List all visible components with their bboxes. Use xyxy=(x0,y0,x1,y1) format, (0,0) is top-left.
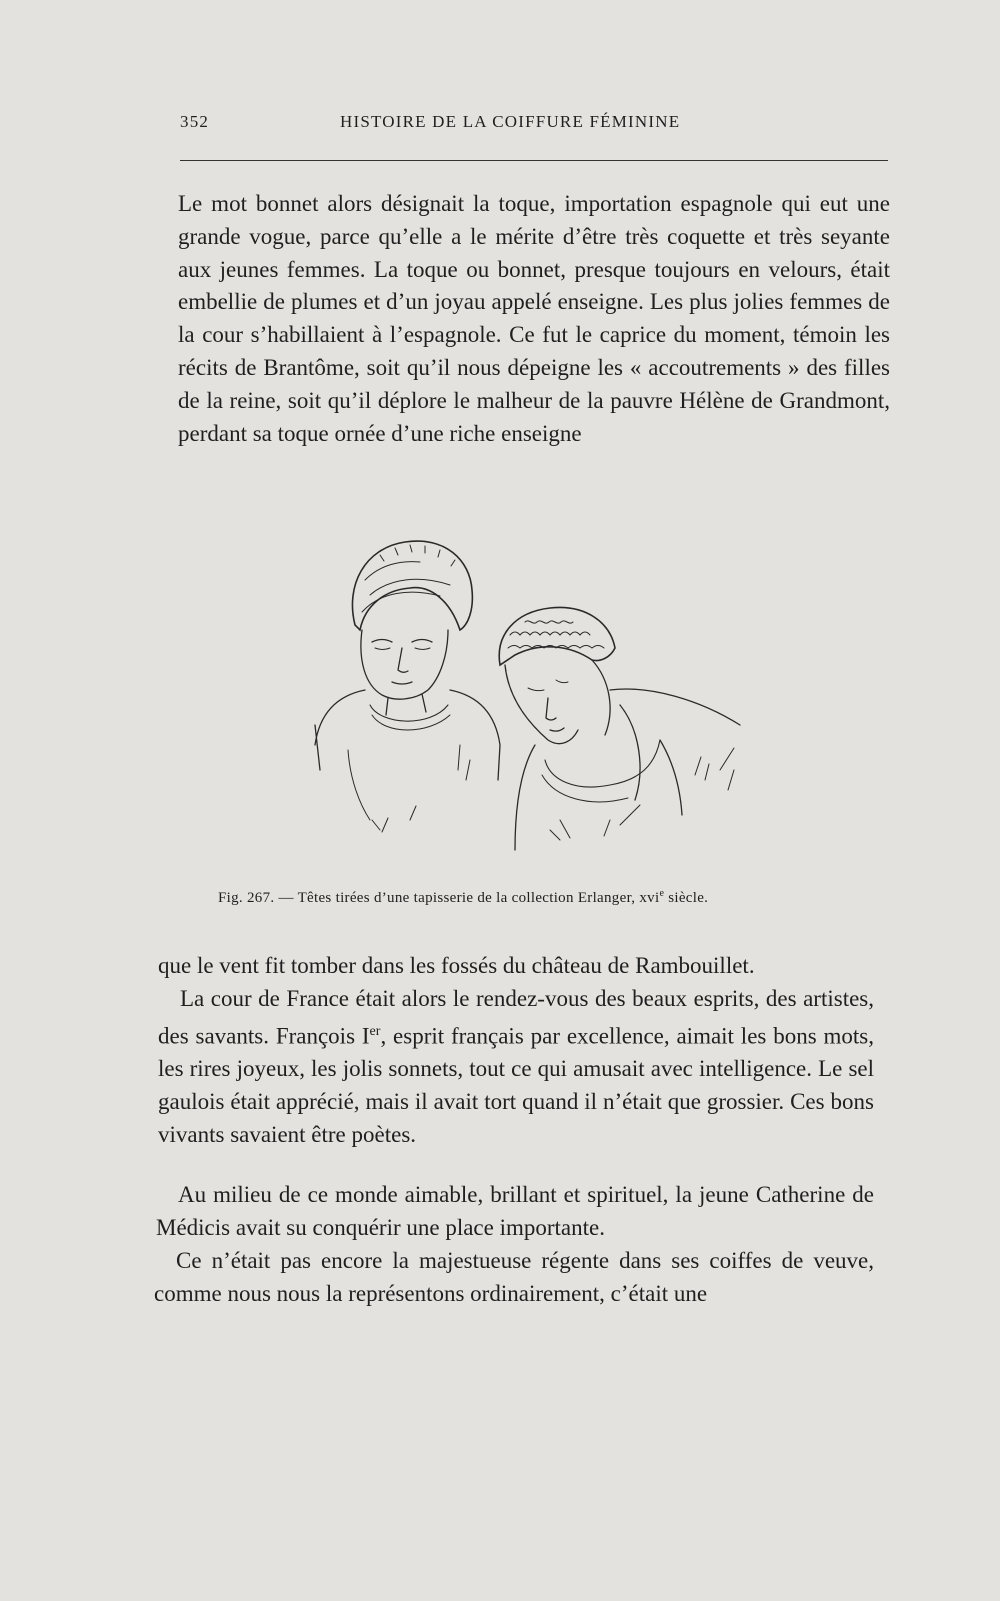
paragraph-court-end: , esprit français par excellence, aimait les bons mots, les rires joyeux, les jolis sonnets, tout ce qui amusait avec intelligence. Le sel gaulois était apprécié, mais il avait tort quand il n’était que grossier. Ces bons vivants savaient être poètes. xyxy=(158,1023,874,1147)
figure-caption xyxy=(218,888,828,907)
superscript-er: er xyxy=(369,1023,381,1039)
figure-illustration xyxy=(310,530,760,870)
running-title: HISTOIRE DE LA COIFFURE FÉMININE xyxy=(340,112,681,131)
paragraph-toque: Le mot bonnet alors désignait la toque, importation espagnole qui eut une grande vogue, parce qu’elle a le mérite d’être très coquette et très seyante aux jeunes femmes. La toque ou bonnet, presque toujours en velours, était embellie de plumes et d’un joyau appelé enseigne. Les plus jolies femmes de la cour s’habillaient à l’espagnole. Ce fut le caprice du moment, témoin les récits de Brantôme, soit qu’il nous dépeigne les « accoutrements » des filles de la reine, soit qu’il déplore le malheur de la pauvre Hélène de Grandmont, perdant sa toque ornée d’une riche enseigne xyxy=(178,191,890,446)
page-number: 352 xyxy=(180,112,210,131)
caption-text-end: siècle. xyxy=(664,890,709,906)
two-heads-engraving xyxy=(310,530,760,870)
caption-text: Fig. 267. — Têtes tirées d’une tapisserie de la collection Erlanger, xvi xyxy=(218,890,660,906)
paragraph-court xyxy=(158,983,874,1152)
paragraph-continuation: que le vent fit tomber dans les fossés du château de Rambouillet. xyxy=(158,953,755,978)
paragraph-regente: Ce n’était pas encore la majestueuse régente dans ses coiffes de veuve, comme nous nous la représentons ordinairement, c’était une xyxy=(154,1248,874,1306)
header-rule xyxy=(180,160,888,161)
page-header xyxy=(180,112,888,142)
caption-superscript: e xyxy=(659,888,665,899)
paragraph-catherine: Au milieu de ce monde aimable, brillant et spirituel, la jeune Catherine de Médicis avait su conquérir une place importante. xyxy=(156,1182,874,1240)
paragraph-court-start: La cour de France était alors le rendez-vous des beaux esprits, des artistes, des savants. François I xyxy=(158,986,874,1049)
